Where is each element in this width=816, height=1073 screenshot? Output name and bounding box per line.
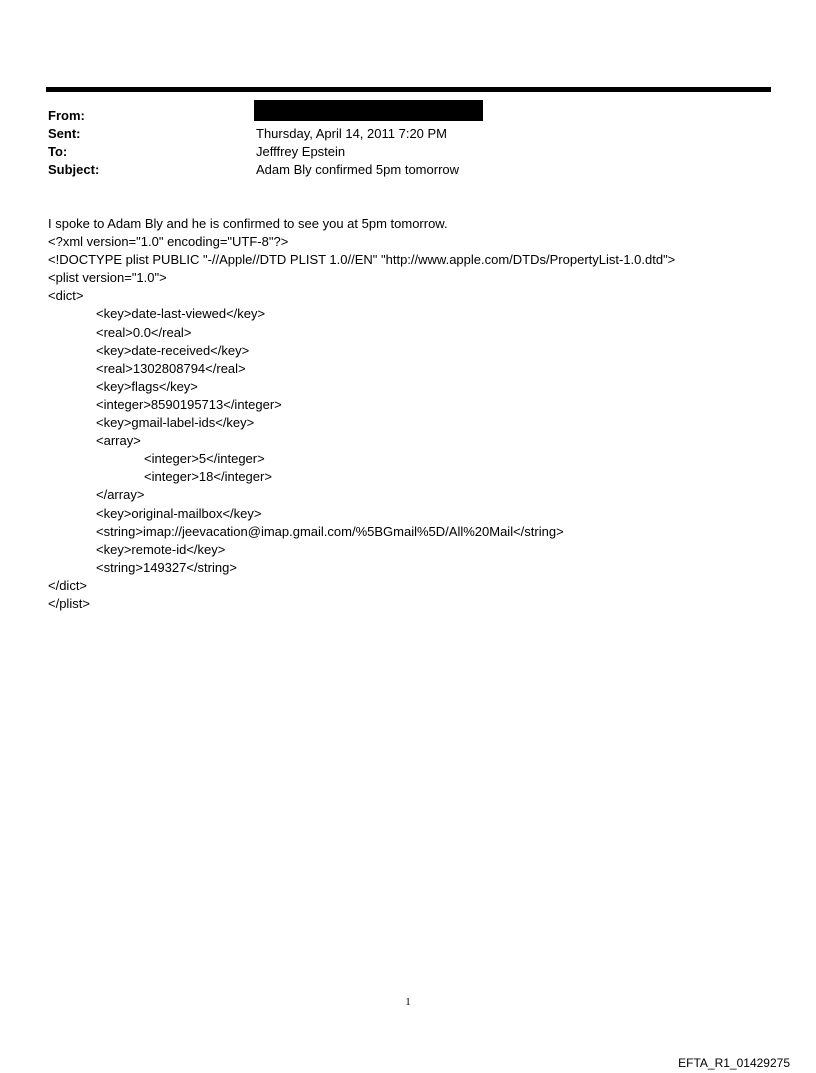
plist-line: <!DOCTYPE plist PUBLIC "-//Apple//DTD PLIST 1.0//EN" "http://www.apple.com/DTDs/PropertyList-1.0.dtd"> [48,252,676,268]
subject-row [48,161,748,179]
plist-line: <key>flags</key> [96,378,198,394]
plist-line: <key>original-mailbox</key> [96,505,262,521]
plist-line: <key>gmail-label-ids</key> [96,415,255,431]
email-header [48,107,748,179]
redaction-bar [254,100,483,121]
plist-line: <real>0.0</real> [96,324,192,340]
sent-label: Sent: [48,126,81,141]
plist-line: <integer>18</integer> [144,469,272,485]
header-rule [46,87,771,92]
plist-line: </dict> [48,577,88,593]
plist-line: <key>date-last-viewed</key> [96,306,266,322]
email-body [48,215,768,613]
plist-line: <array> [96,433,141,449]
plist-line: </array> [96,487,145,503]
plist-line: <integer>5</integer> [144,451,265,467]
from-row [48,107,748,125]
to-label: To: [48,144,68,159]
plist-line: <integer>8590195713</integer> [96,396,282,412]
subject-label: Subject: [48,162,100,177]
sent-value: Thursday, April 14, 2011 7:20 PM [256,126,448,141]
to-row [48,143,748,161]
to-value: Jefffrey Epstein [256,144,346,159]
plist-line: </plist> [48,595,90,611]
plist-line: <string>149327</string> [96,559,237,575]
plist-line: <key>date-received</key> [96,342,250,358]
page-number: 1 [405,996,411,1008]
plist-line: <?xml version="1.0" encoding="UTF-8"?> [48,234,289,250]
plist-line: <real>1302808794</real> [96,360,246,376]
plist-line: <string>imap://jeevacation@imap.gmail.com/%5BGmail%5D/All%20Mail</string> [96,523,564,539]
body-message: I spoke to Adam Bly and he is confirmed to see you at 5pm tomorrow. [48,216,448,231]
from-label: From: [48,108,85,123]
plist-line: <dict> [48,288,84,304]
subject-value: Adam Bly confirmed 5pm tomorrow [256,162,460,177]
bates-number: EFTA_R1_01429275 [678,1056,790,1070]
sent-row [48,125,748,143]
plist-line: <key>remote-id</key> [96,541,226,557]
plist-line: <plist version="1.0"> [48,270,167,286]
